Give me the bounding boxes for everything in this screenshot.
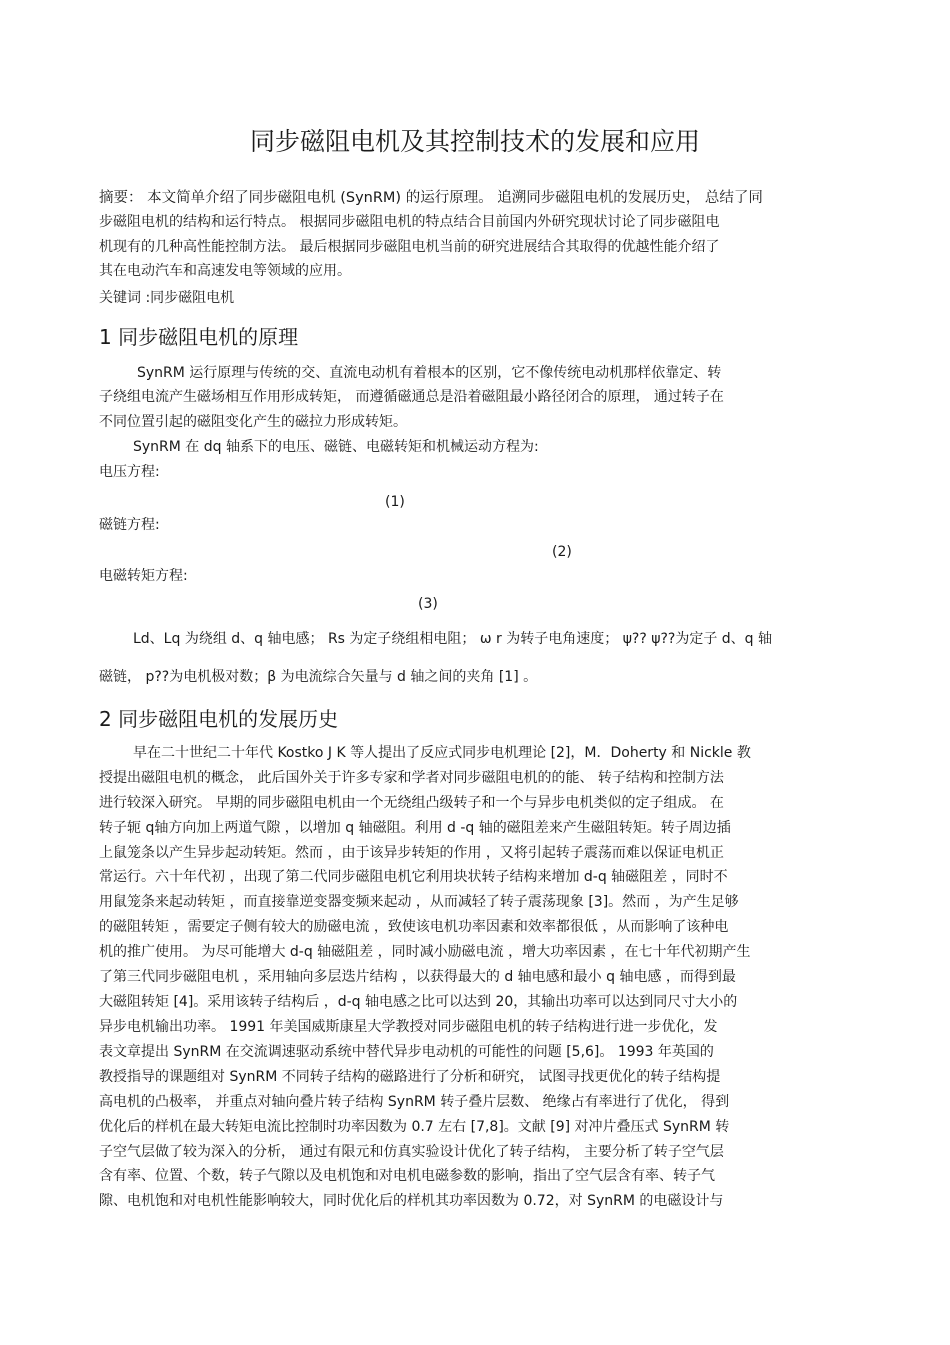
section-2-line: 优化后的样机在最大转矩电流比控制时功率因数为 0.7 左右 [7,8]。文献 [9] 对冲片叠压式 SynRM 转: [99, 1119, 730, 1135]
section-2-line: 隙、电机饱和对电机性能影响较大，同时优化后的样机其功率因数为 0.72，对 SynRM 的电磁设计与: [99, 1193, 724, 1209]
abstract-line: 摘要： 本文简单介绍了同步磁阻电机 (SynRM) 的运行原理。 追溯同步磁阻电机的发展历史， 总结了同: [99, 190, 763, 206]
section-2-line: 教授指导的课题组对 SynRM 不同转子结构的磁路进行了分析和研究， 试图寻找更优化的转子结构提: [99, 1069, 721, 1085]
voltage-equation-label: 电压方程:: [99, 464, 160, 480]
section-2-line: 大磁阻转矩 [4]。采用该转子结构后 ，d-q 轴电感之比可以达到 20，其输出功率可以达到同尺寸大小的: [99, 994, 738, 1010]
page-title: 同步磁阻电机及其控制技术的发展和应用: [249, 127, 700, 156]
section-2-line: 的磁阻转矩 ，需要定子侧有较大的励磁电流 ，致使该电机功率因素和效率都很低 ，从而影响了该种电: [99, 919, 729, 935]
section-1-paragraph-line: 子绕组电流产生磁场相互作用形成转矩， 而遵循磁通总是沿着磁阻最小路径闭合的原理， 通过转子在: [99, 389, 724, 405]
section-2-line: 常运行。六十年代初 ，出现了第二代同步磁阻电机它利用块状转子结构来增加 d-q 轴磁阻差 ，同时不: [99, 869, 728, 885]
section-2-line: 机的推广使用。 为尽可能增大 d-q 轴磁阻差 ，同时减小励磁电流 ，增大功率因素 ，在七十年代初期产生: [99, 944, 751, 960]
abstract-line: 其在电动汽车和高速发电等领域的应用。: [99, 263, 351, 279]
section-1-paragraph-line: SynRM 在 dq 轴系下的电压、磁链、电磁转矩和机械运动方程为:: [133, 439, 539, 455]
section-2-line: 进行较深入研究。 早期的同步磁阻电机由一个无绕组凸级转子和一个与异步电机类似的定子组成。 在: [99, 795, 724, 811]
flux-equation-label: 磁链方程:: [99, 517, 160, 533]
section-2-line: 高电机的凸极率， 并重点对轴向叠片转子结构 SynRM 转子叠片层数、 绝缘占有率进行了优化， 得到: [99, 1094, 730, 1110]
section-2-line: 了第三代同步磁阻电机 ，采用轴向多层迭片结构 ，以获得最大的 d 轴电感和最小 q 轴电感 ，而得到最: [99, 969, 736, 985]
equation-number-3: (3): [418, 596, 438, 612]
section-1-heading: 1 同步磁阻电机的原理: [99, 325, 299, 349]
section-2-line: 授提出磁阻电机的概念， 此后国外关于许多专家和学者对同步磁阻电机的的能、 转子结构和控制方法: [99, 770, 724, 786]
section-2-line: 子空气层做了较为深入的分析， 通过有限元和仿真实验设计优化了转子结构， 主要分析了转子空气层: [99, 1144, 724, 1160]
torque-equation-label: 电磁转矩方程:: [99, 568, 188, 584]
section-2-line: 转子轭 q轴方向加上两道气隙 ，以增加 q 轴磁阻。利用 d -q 轴的磁阻差来产生磁阻转矩。转子周边插: [99, 820, 731, 836]
section-1-paragraph-line: SynRM 运行原理与传统的交、直流电动机有着根本的区别，它不像传统电动机那样依靠定、转: [137, 365, 722, 381]
symbol-definitions-line: Ld、Lq 为绕组 d、q 轴电感； Rs 为定子绕组相电阻； ω r 为转子电角速度； ψ?? ψ??为定子 d、q 轴: [133, 631, 773, 647]
symbol-definitions-line: 磁链， p??为电机极对数；β 为电流综合矢量与 d 轴之间的夹角 [1] 。: [99, 669, 538, 685]
equation-number-2: (2): [552, 544, 572, 560]
abstract-line: 步磁阻电机的结构和运行特点。 根据同步磁阻电机的特点结合目前国内外研究现状讨论了同步磁阻电: [99, 214, 720, 230]
section-2-line: 用鼠笼条来起动转矩 ，而直接靠逆变器变频来起动 ，从而减轻了转子震荡现象 [3]。然而 ，为产生足够: [99, 894, 739, 910]
keywords: 关键词 :同步磁阻电机: [99, 290, 235, 306]
abstract-line: 机现有的几种高性能控制方法。 最后根据同步磁阻电机当前的研究进展结合其取得的优越性能介绍了: [99, 239, 720, 255]
section-2-line: 早在二十世纪二十年代 Kostko J K 等人提出了反应式同步电机理论 [2]，M．Doherty 和 Nickle 教: [133, 745, 751, 761]
section-2-line: 表文章提出 SynRM 在交流调速驱动系统中替代异步电动机的可能性的问题 [5,6]。 1993 年英国的: [99, 1044, 714, 1060]
section-2-line: 上鼠笼条以产生异步起动转矩。然而 ，由于该异步转矩的作用 ，又将引起转子震荡而难以保证电机正: [99, 845, 724, 861]
section-2-heading: 2 同步磁阻电机的发展历史: [99, 707, 339, 731]
section-2-line: 含有率、位置、个数，转子气隙以及电机饱和对电机电磁参数的影响，指出了空气层含有率、转子气: [99, 1168, 715, 1184]
equation-number-1: (1): [385, 494, 405, 510]
section-1-paragraph-line: 不同位置引起的磁阻变化产生的磁拉力形成转矩。: [99, 414, 407, 430]
section-2-line: 异步电机输出功率。 1991 年美国威斯康星大学教授对同步磁阻电机的转子结构进行进一步优化，发: [99, 1019, 718, 1035]
